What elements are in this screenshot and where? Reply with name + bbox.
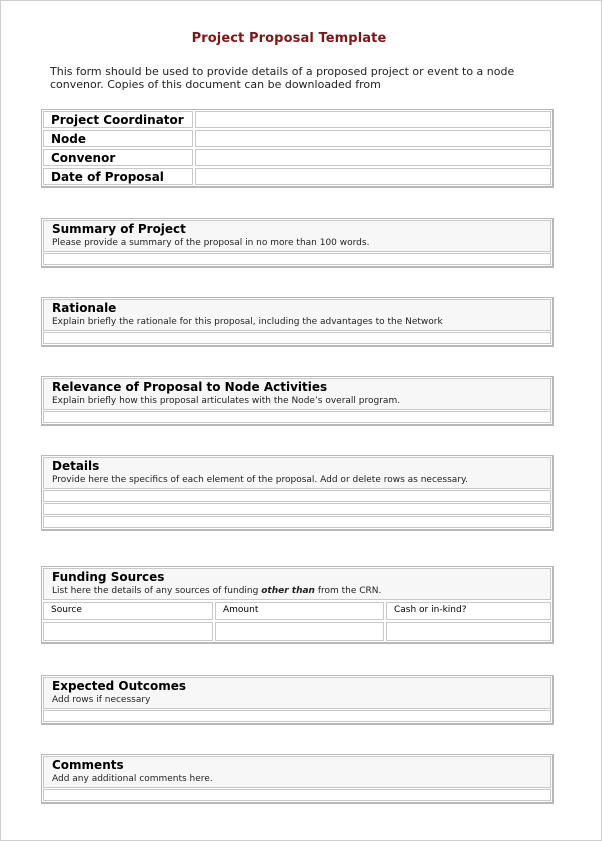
intro-paragraph: This form should be used to provide details of a proposed project or event to a node convenor. Copies of this document can be downloaded from bbox=[50, 65, 515, 91]
comments-section bbox=[41, 754, 554, 804]
relevance-instruction: Explain briefly how this proposal articulates with the Node’s overall program. bbox=[52, 396, 401, 406]
details-entry-row[interactable] bbox=[43, 503, 551, 515]
funding-instruction-after: from the CRN. bbox=[314, 586, 382, 596]
rationale-header bbox=[43, 299, 551, 331]
comments-entry-field[interactable] bbox=[43, 789, 551, 801]
details-instruction: Provide here the specifics of each element of the proposal. Add or delete rows as necessary. bbox=[52, 475, 468, 485]
details-entry-row[interactable] bbox=[43, 490, 551, 502]
info-row-coordinator bbox=[42, 110, 552, 129]
details-header bbox=[43, 457, 551, 489]
project-coordinator-label: Project Coordinator bbox=[43, 111, 193, 128]
outcomes-heading: Expected Outcomes bbox=[52, 679, 187, 693]
outcomes-instruction: Add rows if necessary bbox=[52, 695, 151, 705]
rationale-instruction: Explain briefly the rationale for this proposal, including the advantages to the Network bbox=[52, 317, 443, 327]
rationale-section bbox=[41, 297, 554, 347]
date-of-proposal-field[interactable] bbox=[195, 168, 551, 185]
outcomes-section bbox=[41, 675, 554, 725]
comments-heading: Comments bbox=[52, 758, 124, 772]
outcomes-header bbox=[43, 677, 551, 709]
funding-column-cash-or-in-kind: Cash or in-kind? bbox=[386, 602, 551, 620]
summary-instruction: Please provide a summary of the proposal in no more than 100 words. bbox=[52, 238, 370, 248]
comments-instruction: Add any additional comments here. bbox=[52, 774, 213, 784]
funding-column-amount: Amount bbox=[215, 602, 384, 620]
relevance-section bbox=[41, 376, 554, 426]
funding-header bbox=[43, 568, 551, 600]
comments-header bbox=[43, 756, 551, 788]
details-heading: Details bbox=[52, 459, 100, 473]
summary-heading: Summary of Project bbox=[52, 222, 186, 236]
node-field[interactable] bbox=[195, 130, 551, 147]
funding-column-source: Source bbox=[43, 602, 213, 620]
relevance-entry-field[interactable] bbox=[43, 411, 551, 423]
convenor-label: Convenor bbox=[43, 149, 193, 166]
summary-section bbox=[41, 218, 554, 268]
funding-instruction-before: List here the details of any sources of funding bbox=[52, 586, 262, 596]
details-section bbox=[41, 455, 554, 531]
funding-column-headers bbox=[42, 601, 552, 621]
details-entry-row[interactable] bbox=[43, 516, 551, 528]
outcomes-entry-field[interactable] bbox=[43, 710, 551, 722]
summary-entry-field[interactable] bbox=[43, 253, 551, 265]
rationale-entry-field[interactable] bbox=[43, 332, 551, 344]
funding-cash-or-in-kind-field[interactable] bbox=[386, 622, 551, 641]
info-row-date bbox=[42, 167, 552, 186]
relevance-header bbox=[43, 378, 551, 410]
document-title: Project Proposal Template bbox=[191, 31, 387, 46]
summary-header bbox=[43, 220, 551, 252]
funding-entry-row bbox=[42, 621, 552, 642]
info-row-node bbox=[42, 129, 552, 148]
convenor-field[interactable] bbox=[195, 149, 551, 166]
funding-amount-field[interactable] bbox=[215, 622, 384, 641]
rationale-heading: Rationale bbox=[52, 301, 117, 315]
funding-section bbox=[41, 566, 554, 644]
date-of-proposal-label: Date of Proposal bbox=[43, 168, 193, 185]
funding-heading: Funding Sources bbox=[52, 570, 165, 584]
funding-source-field[interactable] bbox=[43, 622, 213, 641]
project-coordinator-field[interactable] bbox=[195, 111, 551, 128]
info-row-convenor bbox=[42, 148, 552, 167]
funding-instruction bbox=[52, 585, 543, 597]
node-label: Node bbox=[43, 130, 193, 147]
relevance-heading: Relevance of Proposal to Node Activities bbox=[52, 380, 328, 394]
funding-instruction-emphasis: other than bbox=[261, 586, 315, 596]
project-info-table bbox=[41, 109, 554, 188]
